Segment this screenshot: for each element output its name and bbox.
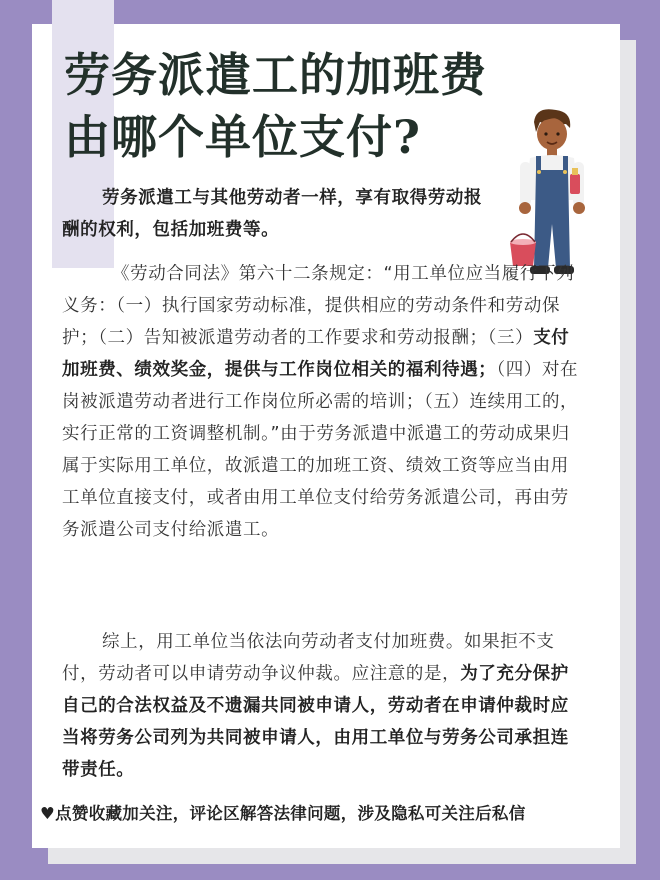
title-line-2: 由哪个单位支付? [64,110,421,164]
conclusion-text: 综上，用工单位当依法向劳动者支付加班费。如果拒不支付，劳动者可以申请劳动争议仲裁。应注意的是， [62,632,555,684]
conclusion-paragraph [62,626,586,786]
worker-icon [506,108,598,276]
page-title [64,44,534,168]
law-highlight: 支付加班费、绩效奖金，提供与工作岗位相关的福利待遇； [62,328,570,380]
intro-paragraph: 劳务派遣工与其他劳动者一样，享有取得劳动报酬的权利，包括加班费等。 [62,188,483,240]
title-line-1: 劳务派遣工的加班费 [64,48,487,102]
law-text-a: 《劳动合同法》第六十二条规定：“用工单位应当履行下列义务：（一）执行国家劳动标准，提供相应的劳动条件和劳动保护；（二）告知被派遣劳动者的工作要求和劳动报酬；（三） [62,264,575,348]
law-text-b: （四）对在岗被派遣劳动者进行工作岗位所必需的培训；（五）连续用工的，实行正常的工资调整机制。”由于劳务派遣中派遣工的劳动成果归属于实际用工单位，故派遣工的加班工资、绩效工资等应当由用工单位直接支付，或者由用工单位支付给劳务派遣公司，再由劳务派遣公司支付给派遣工。 [62,360,579,540]
conclusion-highlight: 为了充分保护自己的合法权益及不遗漏共同被申请人，劳动者在申请仲裁时应当将劳务公司列为共同被申请人，由用工单位与劳务公司承担连带责任。 [62,664,569,780]
footer-cta: ♥点赞收藏加关注，评论区解答法律问题，涉及隐私可关注后私信 [40,804,526,823]
law-paragraph [62,258,586,546]
